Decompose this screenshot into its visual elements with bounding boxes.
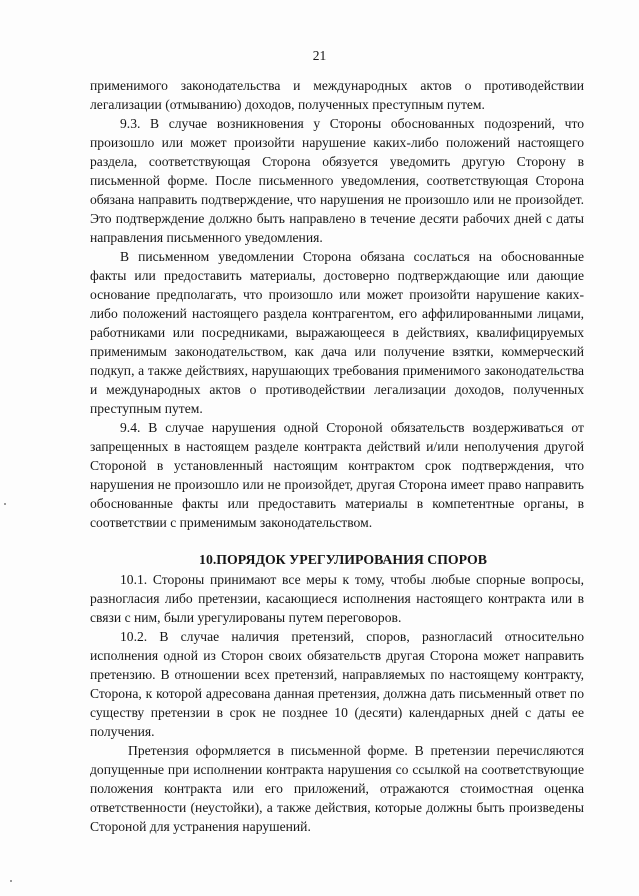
paragraph-9-4: 9.4. В случае нарушения одной Стороной обязательств воздерживаться от запрещенных в настоящем разделе контракта действий и/или неполучения другой Стороной в установленный настоящим контрактом срок подтверждения, что нарушения не произошло или не произойдет, другая Сторона имеет право направить обоснованные факты или предоставить материалы в компетентные органы, в соответствии с применимым законодательством. xyxy=(90,420,584,530)
scan-mark-bottom xyxy=(10,880,12,882)
paragraph-9-3: 9.3. В случае возникновения у Стороны обоснованных подозрений, что произошло или может произойти нарушение каких-либо положений настоящего раздела, соответствующая Сторона обязуется уведомить другую Сторону в письменной форме. После письменного уведомления, соответствующая Сторона обязана направить подтверждение, что нарушения не произошло или не произойдет. Это подтверждение должно быть направлено в течение десяти рабочих дней с даты направления письменного уведомления. xyxy=(90,116,584,245)
paragraph-continuation: применимого законодательства и международных актов о противодействии легализации (отмыванию) доходов, полученных преступным путем. xyxy=(90,78,584,112)
document-body xyxy=(90,76,584,836)
section-10-heading: 10.ПОРЯДОК УРЕГУЛИРОВАНИЯ СПОРОВ xyxy=(199,552,487,567)
paragraph-10-2-claim: Претензия оформляется в письменной форме. В претензии перечисляются допущенные при исполнении контракта нарушения со ссылкой на соответствующие положения контракта или его приложений, отражаются стоимостная оценка ответственности (неустойки), а также действия, которые должны быть произведены Стороной для устранения нарушений. xyxy=(90,743,584,834)
scan-mark-left xyxy=(4,503,6,505)
paragraph-10-2: 10.2. В случае наличия претензий, споров, разногласий относительно исполнения одной из Сторон своих обязательств другая Сторона может направить претензию. В отношении всех претензий, направляемых по настоящему контракту, Сторона, к которой адресована данная претензия, должна дать письменный ответ по существу претензии в срок не позднее 10 (десяти) календарных дней с даты ее получения. xyxy=(90,629,584,739)
page-number: 21 xyxy=(312,48,327,63)
paragraph-10-1: 10.1. Стороны принимают все меры к тому, чтобы любые спорные вопросы, разногласия либо претензии, касающиеся исполнения настоящего контракта или в связи с ним, были урегулированы путем переговоров. xyxy=(90,572,584,625)
paragraph-9-3-notice: В письменном уведомлении Сторона обязана сослаться на обоснованные факты или предоставить материалы, достоверно подтверждающие или дающие основание предполагать, что произошло или может произойти нарушение каких-либо положений настоящего раздела контрагентом, его аффилированными лицами, работниками или посредниками, выражающееся в действиях, квалифицируемых применимым законодательством, как дача или получение взятки, коммерческий подкуп, а также действиях, нарушающих требования применимого законодательства и международных актов о противодействии легализации доходов, полученных преступным путем. xyxy=(90,249,584,416)
